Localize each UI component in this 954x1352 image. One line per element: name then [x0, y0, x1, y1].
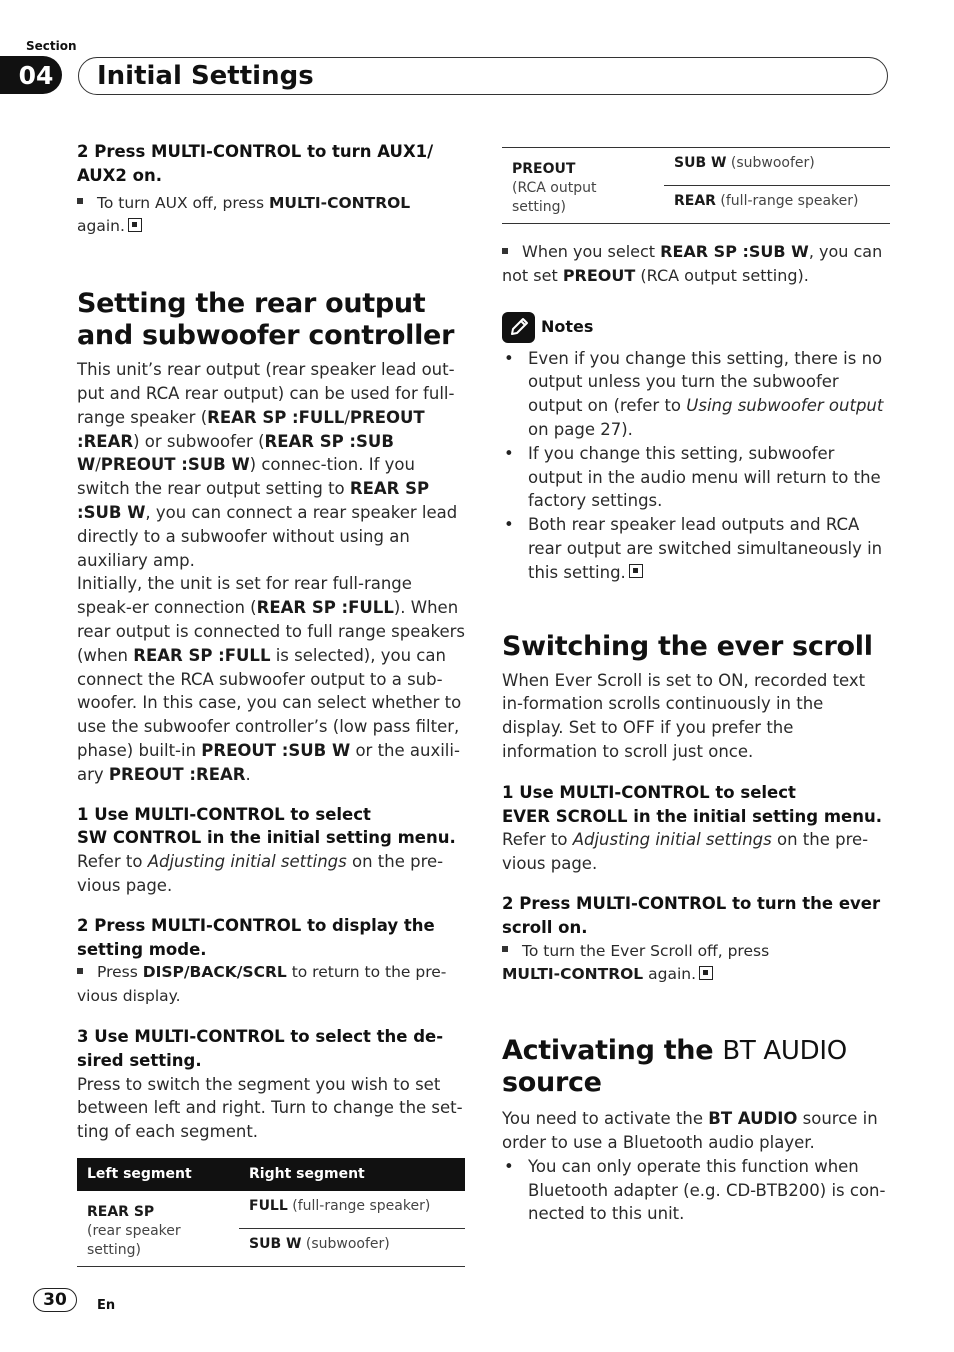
bt-audio-text: You need to activate the BT AUDIO source in order to use a Bluetooth audio player.: [502, 1109, 878, 1152]
preout-note: When you select REAR SP :SUB W, you can not set PREOUT (RCA output setting).: [502, 242, 883, 285]
ever-scroll-heading: Switching the ever scroll: [502, 630, 873, 662]
table-header-right-segment: Right segment: [239, 1158, 465, 1191]
list-item: • You can only operate this function when Bluetooth adapter (e.g. CD-BTB200) is con-nected to this unit.: [502, 1155, 890, 1226]
right-column: [502, 147, 890, 1226]
rear-output-para-1: This unit’s rear output (rear speaker lead out-put and RCA rear output) can be used for full-range speaker (REAR SP :FULL/PREOUT :REAR) or subwoofer (REAR SP :SUB W/PREOUT :SUB W) connec-tion. If you switch the rear output setting to REAR SP :SUB W, you can connect a rear speaker lead directly to a subwoofer without using an auxiliary amp.: [77, 360, 458, 570]
rear-output-heading: Setting the rear output and subwoofer controller: [77, 288, 455, 352]
notes-list: [502, 347, 890, 585]
step-1-reference: Refer to Adjusting initial settings on the pre-vious page.: [77, 852, 444, 895]
section-number: 04: [0, 56, 62, 94]
scroll-step-2: 2 Press MULTI-CONTROL to turn the ever scroll on.: [502, 893, 881, 937]
ever-scroll-text: When Ever Scroll is set to ON, recorded text in-formation scrolls continuously in the display. Set to OFF if you prefer the information to scroll just once.: [502, 670, 866, 761]
table-row-label: REAR SP (rear speaker setting): [77, 1191, 239, 1267]
left-column: [77, 140, 465, 1267]
end-mark-icon: [128, 218, 142, 232]
aux-note: To turn AUX off, press MULTI-CONTROL again.: [77, 193, 411, 236]
table-option-subw: SUB W (subwoofer): [239, 1228, 465, 1266]
pencil-note-icon: [502, 312, 535, 343]
step-3-text: Press to switch the segment you wish to set between left and right. Turn to change the set-ting of each segment.: [77, 1074, 463, 1142]
step-2: 2 Press MULTI-CONTROL to display the setting mode.: [77, 915, 435, 959]
step-1-line-2: SW CONTROL in the initial setting menu.: [77, 828, 456, 848]
list-item: • If you change this setting, subwoofer output in the audio menu will return to the factory settings.: [502, 442, 890, 513]
section-label: Section: [26, 39, 77, 53]
step-aux: 2 Press MULTI-CONTROL to turn AUX1/ AUX2 on.: [77, 142, 434, 185]
notes-header: [502, 312, 890, 343]
rear-output-para-2: Initially, the unit is set for rear full-range speak-er connection (REAR SP :FULL). When rear output is connected to full range speakers (when REAR SP :FULL is selected), you can connect the RCA subwoofer output to a sub-woofer. In this case, you can select whether to use the subwoofer controller’s (low pass filter, phase) built-in PREOUT :SUB W or the auxili-ary PREOUT :REAR.: [77, 574, 465, 784]
end-mark-icon: [699, 966, 713, 980]
table-option-full: FULL (full-range speaker): [239, 1191, 465, 1228]
list-item: • Both rear speaker lead outputs and RCA rear output are switched simultaneously in this setting.: [502, 513, 890, 584]
square-bullet-icon: [77, 198, 83, 204]
square-bullet-icon: [502, 248, 508, 254]
rear-sp-table: [77, 1158, 465, 1267]
section-title-box: [78, 57, 888, 95]
table-header-left-segment: Left segment: [77, 1158, 239, 1191]
language-label: En: [97, 1298, 116, 1313]
scroll-step-1-reference: Refer to Adjusting initial settings on the pre-vious page.: [502, 830, 869, 874]
step-3: 3 Use MULTI-CONTROL to select the de-sired setting.: [77, 1026, 444, 1070]
page-number: 30: [33, 1288, 77, 1312]
end-mark-icon: [629, 564, 643, 578]
square-bullet-icon: [502, 946, 508, 952]
list-item: • Even if you change this setting, there is no output unless you turn the subwoofer output on (refer to Using subwoofer output on page 27).: [502, 347, 890, 442]
section-title: Initial Settings: [97, 61, 314, 91]
bt-audio-heading: Activating the BT AUDIO source: [502, 1035, 847, 1099]
square-bullet-icon: [77, 968, 83, 974]
table-option-rear: REAR (full-range speaker): [664, 186, 890, 224]
preout-table: [502, 147, 890, 224]
scroll-step-1-line-2: EVER SCROLL in the initial setting menu.: [502, 806, 882, 826]
table-row-label: PREOUT (RCA output setting): [502, 148, 664, 224]
step-2-note: Press DISP/BACK/SCRL to return to the pre-vious display.: [77, 963, 447, 1006]
scroll-step-2-note: To turn the Ever Scroll off, press MULTI-CONTROL again.: [502, 941, 770, 984]
notes-label: Notes: [541, 317, 594, 337]
scroll-step-1-line-1: 1 Use MULTI-CONTROL to select: [502, 782, 796, 802]
step-1-line-1: 1 Use MULTI-CONTROL to select: [77, 804, 371, 824]
table-option-subw: SUB W (subwoofer): [664, 148, 890, 186]
bt-audio-list: [502, 1155, 890, 1226]
